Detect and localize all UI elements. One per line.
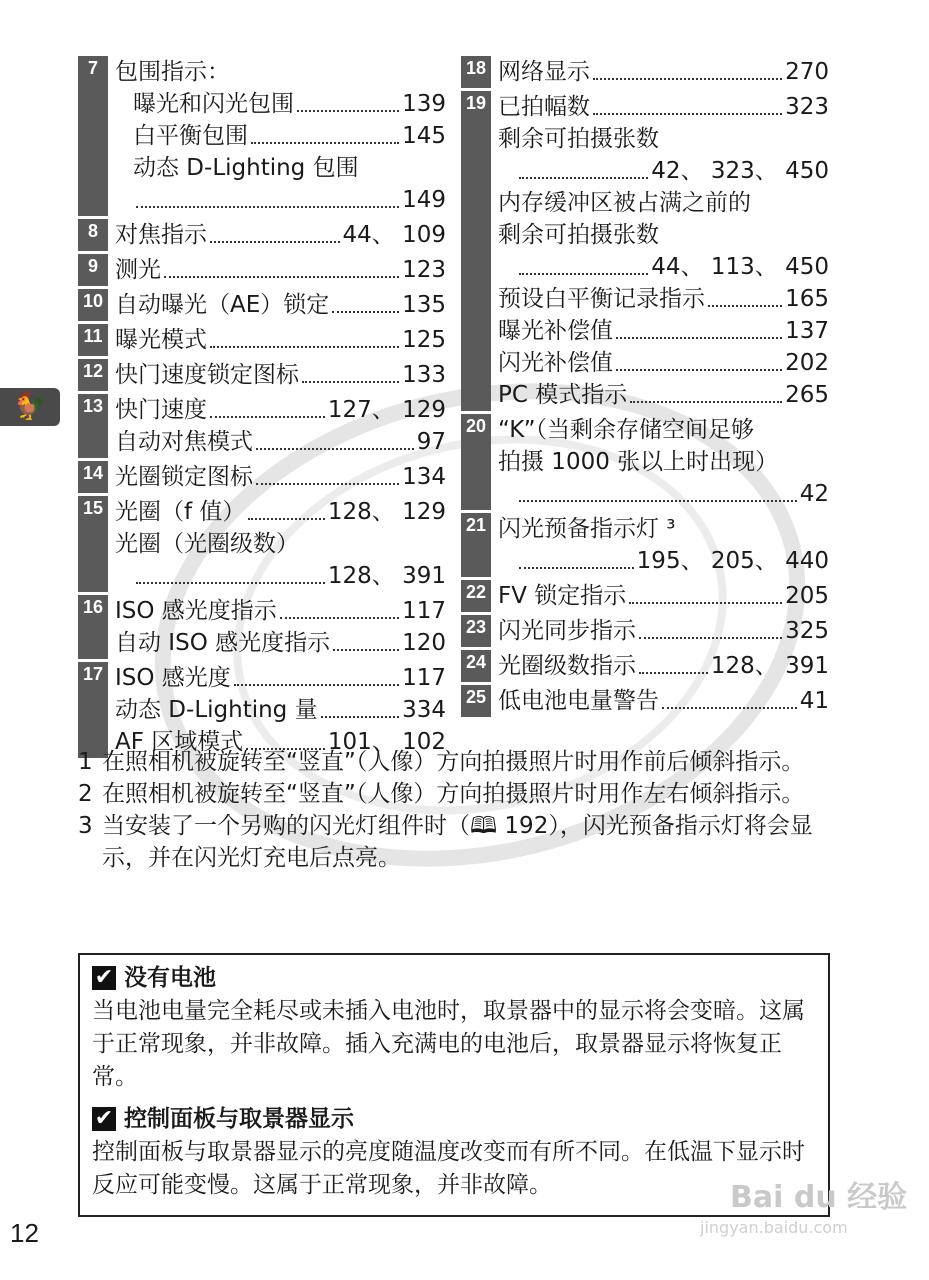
index-line: [115, 152, 446, 184]
index-line: [115, 662, 446, 694]
dot-leader: [251, 142, 399, 144]
page-reference: 325: [785, 618, 829, 644]
dot-leader: [593, 78, 782, 80]
note-heading-no-battery: [92, 961, 816, 995]
dot-leader: [256, 448, 414, 450]
index-entry: [78, 496, 446, 592]
footnote-number: 2: [78, 781, 93, 807]
dot-leader: [280, 617, 399, 619]
dot-leader: [639, 637, 782, 639]
index-line: [498, 283, 829, 315]
index-entry: [78, 289, 446, 321]
index-label: 低电池电量警告: [498, 688, 659, 714]
index-label: 快门速度: [115, 397, 207, 423]
index-line: [115, 88, 446, 120]
index-line: [115, 254, 446, 286]
page-reference: 128、 391: [327, 563, 446, 589]
index-entry: [461, 650, 829, 682]
index-entry: [78, 254, 446, 286]
index-entry: [461, 56, 829, 88]
index-entry: [78, 219, 446, 251]
index-number-badge: 18: [461, 56, 491, 88]
index-label: 闪光预备指示灯 ³: [498, 516, 676, 542]
index-line: [498, 379, 829, 411]
index-number-badge: 15: [78, 496, 108, 592]
index-number-badge: 12: [78, 359, 108, 391]
index-label: 测光: [115, 257, 161, 283]
footnote-text: 当安装了一个另购的闪光灯组件时（🕮 192），闪光预备指示灯将会显示，并在闪光灯充电后点亮。: [102, 813, 813, 871]
index-label: FV 锁定指示: [498, 583, 627, 609]
index-entry-lines: [108, 359, 446, 391]
index-label: 对焦指示: [115, 222, 207, 248]
page-reference: 135: [402, 292, 446, 318]
index-line: [498, 685, 829, 717]
index-label: “K”（当剩余存储空间足够: [498, 417, 754, 443]
index-line: [498, 478, 829, 510]
dot-leader: [210, 241, 340, 243]
index-line: [498, 251, 829, 283]
index-label: 曝光和闪光包围: [133, 91, 294, 117]
index-label: PC 模式指示: [498, 382, 628, 408]
page-reference: 44、 109: [342, 222, 446, 248]
index-line: [498, 414, 829, 446]
index-entry-lines: [491, 650, 829, 682]
page-reference: 265: [785, 382, 829, 408]
dot-leader: [639, 672, 708, 674]
index-line: [498, 615, 829, 647]
page-reference: 128、 129: [327, 499, 446, 525]
index-number-badge: 24: [461, 650, 491, 682]
index-number-badge: 23: [461, 615, 491, 647]
index-label: 快门速度锁定图标: [115, 362, 299, 388]
right-index-column: [461, 56, 829, 720]
footnotes: [78, 746, 838, 874]
index-line: [498, 347, 829, 379]
page-reference: 117: [402, 665, 446, 691]
page-reference: 97: [416, 429, 446, 455]
index-number-badge: 20: [461, 414, 491, 510]
index-entry-lines: [491, 414, 829, 510]
index-number-badge: 14: [78, 461, 108, 493]
index-number-badge: 11: [78, 324, 108, 356]
left-index-column: [78, 56, 446, 761]
index-label: 光圈（f 值）: [115, 499, 246, 525]
dot-leader: [593, 113, 782, 115]
note-text: 当电池电量完全耗尽或未插入电池时，取景器中的显示将会变暗。这属于正常现象，并非故障。插入充满电的电池后，取景器显示将恢复正常。: [92, 998, 805, 1090]
page-reference: 125: [402, 327, 446, 353]
dot-leader: [519, 567, 634, 569]
footnote-text: 在照相机被旋转至“竖直”（人像）方向拍摄照片时用作前后倾斜指示。: [102, 749, 805, 775]
page-reference: 41: [799, 688, 829, 714]
dot-leader: [333, 649, 399, 651]
index-number-badge: 7: [78, 56, 108, 216]
note-heading-display: [92, 1102, 816, 1136]
index-label: 内存缓冲区被占满之前的: [498, 190, 751, 216]
footnote-number: 1: [78, 749, 93, 775]
index-entry-lines: [491, 91, 829, 411]
dot-leader: [519, 273, 648, 275]
index-line: [498, 545, 829, 577]
notes-box: [78, 953, 830, 1217]
index-entry-lines: [108, 461, 446, 493]
dot-leader: [234, 684, 399, 686]
footnote: [78, 810, 838, 874]
page-reference: 195、 205、 440: [636, 548, 829, 574]
footnote-text: 在照相机被旋转至“竖直”（人像）方向拍摄照片时用作左右倾斜指示。: [102, 781, 805, 807]
index-label: 光圈锁定图标: [115, 464, 253, 490]
index-label: 光圈级数指示: [498, 653, 636, 679]
page-reference: 42: [799, 481, 829, 507]
index-label: 白平衡包围: [133, 123, 248, 149]
index-entry: [78, 394, 446, 458]
index-number-badge: 16: [78, 595, 108, 659]
dot-leader: [616, 337, 782, 339]
index-line: [115, 324, 446, 356]
index-label: 网络显示: [498, 59, 590, 85]
index-entry-lines: [108, 324, 446, 356]
watermark-url: jingyan.baidu.com: [700, 1218, 848, 1237]
page-reference: 145: [402, 123, 446, 149]
index-line: [498, 650, 829, 682]
index-number-badge: 25: [461, 685, 491, 717]
index-line: [498, 91, 829, 123]
index-label: ISO 感光度: [115, 665, 231, 691]
index-line: [498, 187, 829, 219]
index-entry: [78, 56, 446, 216]
index-line: [115, 184, 446, 216]
index-label: 预设白平衡记录指示: [498, 286, 705, 312]
index-line: [498, 155, 829, 187]
dot-leader: [662, 707, 797, 709]
index-entry-lines: [491, 615, 829, 647]
index-entry: [78, 662, 446, 758]
watermark-brand: Bai du 经验: [730, 1180, 908, 1215]
index-entry: [461, 513, 829, 577]
dot-leader: [297, 110, 399, 112]
footnote-number: 3: [78, 813, 93, 839]
index-entry: [461, 580, 829, 612]
index-entry: [461, 615, 829, 647]
footnote: [78, 746, 838, 778]
page-reference: 134: [402, 464, 446, 490]
index-entry-lines: [491, 513, 829, 577]
index-number-badge: 21: [461, 513, 491, 577]
index-label: 包围指示：: [115, 59, 230, 85]
index-label: 自动曝光（AE）锁定: [115, 292, 330, 318]
index-entry-lines: [108, 254, 446, 286]
index-line: [115, 426, 446, 458]
index-entry: [78, 461, 446, 493]
dot-leader: [519, 177, 648, 179]
index-line: [115, 394, 446, 426]
index-label: 剩余可拍摄张数: [498, 222, 659, 248]
index-label: 拍摄 1000 张以上时出现）: [498, 449, 779, 475]
index-line: [115, 694, 446, 726]
dot-leader: [616, 369, 782, 371]
dot-leader: [708, 305, 782, 307]
index-entry: [78, 595, 446, 659]
check-icon: ✔: [92, 966, 116, 990]
index-line: [115, 359, 446, 391]
index-line: [115, 595, 446, 627]
page-reference: 205: [785, 583, 829, 609]
index-line: [115, 496, 446, 528]
index-line: [498, 56, 829, 88]
page-reference: 165: [785, 286, 829, 312]
index-number-badge: 19: [461, 91, 491, 411]
dot-leader: [630, 401, 782, 403]
page-reference: 120: [402, 630, 446, 656]
index-line: [498, 123, 829, 155]
index-entry-lines: [491, 580, 829, 612]
index-label: 闪光补偿值: [498, 350, 613, 376]
index-entry-lines: [108, 289, 446, 321]
dot-leader: [332, 311, 399, 313]
index-entry-lines: [108, 662, 446, 758]
page-reference: 128、 391: [710, 653, 829, 679]
index-label: 自动 ISO 感光度指示: [115, 630, 331, 656]
index-label: AF 区域模式: [115, 729, 244, 755]
page-reference: 139: [402, 91, 446, 117]
page-reference: 323: [785, 94, 829, 120]
index-line: [115, 219, 446, 251]
index-line: [498, 315, 829, 347]
index-line: [115, 120, 446, 152]
dot-leader: [210, 416, 325, 418]
index-entry: [461, 91, 829, 411]
index-number-badge: 8: [78, 219, 108, 251]
index-number-badge: 17: [78, 662, 108, 758]
dot-leader: [136, 582, 325, 584]
dot-leader: [519, 500, 797, 502]
index-entry-lines: [108, 219, 446, 251]
page-reference: 42、 323、 450: [651, 158, 829, 184]
page-reference: 123: [402, 257, 446, 283]
index-entry-lines: [491, 56, 829, 88]
page-reference: 117: [402, 598, 446, 624]
index-number-badge: 10: [78, 289, 108, 321]
index-line: [115, 56, 446, 88]
index-entry-lines: [491, 685, 829, 717]
index-label: 剩余可拍摄张数: [498, 126, 659, 152]
note-text: 控制面板与取景器显示的亮度随温度改变而有所不同。在低温下显示时反应可能变慢。这属于正常现象，并非故障。: [92, 1139, 805, 1198]
dot-leader: [256, 483, 399, 485]
dot-leader: [136, 206, 399, 208]
index-line: [498, 219, 829, 251]
index-label: 曝光补偿值: [498, 318, 613, 344]
index-entry: [461, 414, 829, 510]
page-reference: 149: [402, 187, 446, 213]
note-title: 控制面板与取景器显示: [124, 1106, 354, 1132]
check-icon: ✔: [92, 1107, 116, 1131]
rooster-icon: 🐓: [0, 388, 60, 426]
index-label: 动态 D-Lighting 包围: [133, 155, 359, 181]
note-title: 没有电池: [124, 965, 216, 991]
page-reference: 101、 102: [327, 729, 446, 755]
index-entry: [78, 324, 446, 356]
index-entry-lines: [108, 394, 446, 458]
index-line: [115, 627, 446, 659]
index-line: [115, 560, 446, 592]
index-number-badge: 22: [461, 580, 491, 612]
index-entry-lines: [108, 56, 446, 216]
index-label: 动态 D-Lighting 量: [115, 697, 318, 723]
index-label: 光圈（光圈级数）: [115, 531, 299, 557]
index-entry: [461, 685, 829, 717]
dot-leader: [248, 518, 324, 520]
dot-leader: [302, 381, 399, 383]
index-line: [115, 528, 446, 560]
index-label: 已拍幅数: [498, 94, 590, 120]
page-reference: 133: [402, 362, 446, 388]
index-line: [498, 513, 829, 545]
page-number: 12: [10, 1218, 39, 1248]
dot-leader: [321, 716, 399, 718]
index-line: [115, 461, 446, 493]
dot-leader: [164, 276, 399, 278]
index-number-badge: 9: [78, 254, 108, 286]
page-reference: 44、 113、 450: [651, 254, 829, 280]
page-reference: 137: [785, 318, 829, 344]
index-entry-lines: [108, 595, 446, 659]
page-reference: 270: [785, 59, 829, 85]
index-entry: [78, 359, 446, 391]
page-reference: 334: [402, 697, 446, 723]
index-line: [498, 446, 829, 478]
dot-leader: [629, 602, 782, 604]
footnote: [78, 778, 838, 810]
dot-leader: [210, 346, 399, 348]
index-line: [115, 289, 446, 321]
page-reference: 202: [785, 350, 829, 376]
index-label: 曝光模式: [115, 327, 207, 353]
page-reference: 127、 129: [327, 397, 446, 423]
index-line: [498, 580, 829, 612]
index-label: 自动对焦模式: [115, 429, 253, 455]
index-number-badge: 13: [78, 394, 108, 458]
index-entry-lines: [108, 496, 446, 592]
index-label: ISO 感光度指示: [115, 598, 277, 624]
index-label: 闪光同步指示: [498, 618, 636, 644]
